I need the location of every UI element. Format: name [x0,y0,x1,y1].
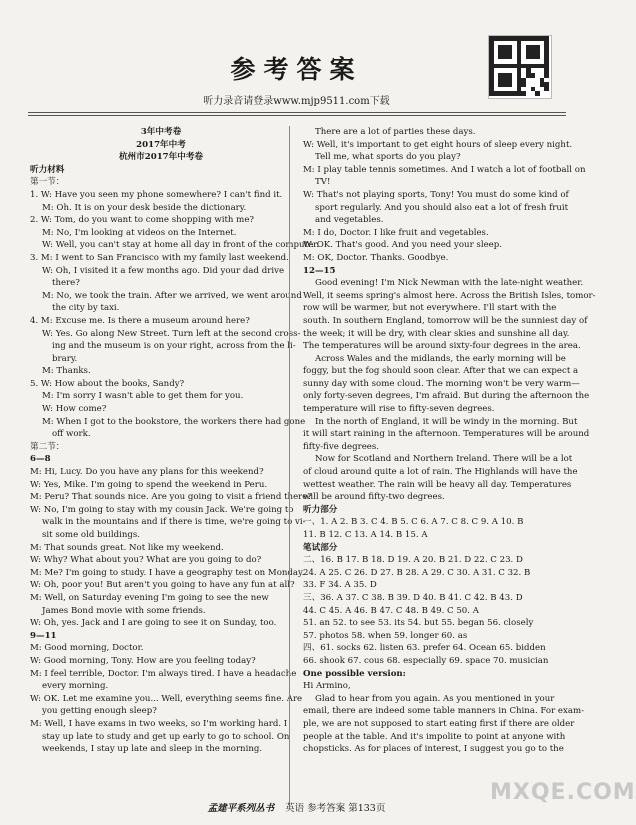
text-line: south. In southern England, tomorrow will be the sunniest day of [303,315,588,326]
text-line: 听力部分 [303,504,338,515]
text-line: M: Peru? That sounds nice. Are you going to visit a friend there? [30,492,312,503]
text-line: 四、61. socks 62. listen 63. prefer 64. Ocean 65. bidden [303,643,546,654]
text-line: M: No, I'm looking at videos on the Internet. [42,227,237,238]
text-line: there? [52,278,80,289]
text-line: 24. A 25. C 26. D 27. B 28. A 29. C 30. A 31. C 32. B [303,567,531,578]
text-line: M: I play table tennis sometimes. And I watch a lot of football on [303,164,586,175]
text-line: James Bond movie with some friends. [42,605,206,616]
text-line: One possible version: [303,668,406,679]
text-line: people at the table. And it's impolite to point at anyone with [303,731,566,742]
text-line: will be around fifty-two degrees. [303,492,445,503]
text-line: 一、1. A 2. B 3. C 4. B 5. C 6. A 7. C 8. C 9. A 10. B [303,517,524,528]
column-divider [289,126,290,806]
text-line: you getting enough sleep? [42,706,157,717]
text-line: 51. an 52. to see 53. its 54. but 55. began 56. closely [303,618,534,629]
text-line: chopsticks. As for places of interest, I suggest you go to the [303,744,564,755]
text-line: 57. photos 58. when 59. longer 60. as [303,630,468,641]
text-line: M: Thanks. [42,366,91,377]
text-line: it will start raining in the afternoon. Temperatures will be around [303,429,590,440]
text-line: 66. shook 67. cous 68. especially 69. space 70. musician [303,655,549,666]
text-line: Good evening! I'm Nick Newman with the late-night weather. [315,278,584,289]
text-line: There are a lot of parties these days. [315,127,476,137]
text-line: M: Well, on Saturday evening I'm going to see the new [30,592,269,603]
text-line: off work. [52,429,91,440]
text-line: M: That sounds great. Not like my weekend. [30,542,224,553]
text-line: W: Yes. Go along New Street. Turn left at the second cross- [42,328,301,339]
text-line: sunny day with some cloud. The morning won't be very warm— [303,378,580,389]
text-line: W: Oh, poor you! But aren't you going to have any fun at all? [30,580,295,591]
text-line: every morning. [42,681,109,692]
text-line: ple, we are not supposed to start eating first if there are older [303,718,575,729]
text-line: 44. C 45. A 46. B 47. C 48. B 49. C 50. A [303,605,479,616]
header-rule-top [28,112,566,113]
text-line: sit some old buildings. [42,530,141,540]
text-line: 3年中考卷 [140,127,182,137]
text-line: Across Wales and the midlands, the early morning will be [315,353,566,364]
page-title: 参考答案 [230,55,363,84]
text-line: W: Well, you can't stay at home all day in front of the computer. [42,240,320,251]
text-line: 三、36. A 37. C 38. B 39. D 40. B 41. C 42. B 43. D [303,592,523,603]
text-line: walk in the mountains and if there is time, we're going to vi- [42,517,306,528]
text-line: 1. W: Have you seen my phone somewhere? I can't find it. [30,189,283,200]
right-column [303,126,596,756]
header-rule-bottom [28,115,566,116]
text-line: the city by taxi. [52,303,120,314]
text-line: and vegetables. [315,215,384,226]
text-line: M: I'm sorry I wasn't able to get them for you. [42,391,244,402]
text-line: W: Yes, Mike. I'm going to spend the weekend in Peru. [30,479,268,490]
text-line: 二、16. B 17. B 18. D 19. A 20. B 21. D 22. C 23. D [303,555,523,566]
text-line: 第一节： [30,177,65,188]
text-line: brary. [52,353,78,364]
text-line: 第二节： [30,441,65,452]
text-line: 3. M: I went to San Francisco with my family last weekend. [30,252,289,263]
text-line: M: Me? I'm going to study. I have a geography test on Monday. [30,567,305,578]
text-line: M: OK, Doctor. Thanks. Goodbye. [303,252,449,263]
text-line: email, there are indeed some table manners in China. For exam- [303,706,585,717]
text-line: TV! [315,177,331,188]
watermark: MXQE.COM [490,780,636,805]
text-line: M: Well, I have exams in two weeks, so I'm working hard. I [30,718,288,729]
text-line: 11. B 12. C 13. A 14. B 15. A [303,530,428,540]
text-line: stay up late to study and get up early to go to school. On [42,731,290,742]
download-note: 听力录音请登录www.mjp9511.com下载 [203,96,390,107]
text-line: W: Oh, I visited it a few months ago. Did your dad drive [42,265,285,276]
text-line: Glad to hear from you again. As you mentioned in your [315,693,555,704]
text-line: row will be warmer, but not everywhere. I'll start with the [303,303,557,314]
text-line: M: Oh. It is on your desk beside the dictionary. [42,202,247,213]
text-line: 6—8 [30,454,51,465]
text-line: only forty-seven degrees, I'm afraid. But during the afternoon the [303,391,590,402]
text-line: W: That's not playing sports, Tony! You must do some kind of [303,189,569,200]
text-line: 2. W: Tom, do you want to come shopping with me? [30,215,255,226]
text-line: sport regularly. And you should also eat a lot of fresh fruit [315,202,569,213]
text-line: 2017年中考 [136,139,186,150]
text-line: W: Well, it's important to get eight hours of sleep every night. [303,139,573,150]
text-line: Tell me, what sports do you play? [315,152,461,163]
text-line: In the north of England, it will be windy in the morning. But [315,416,578,427]
text-line: M: I do, Doctor. I like fruit and vegetables. [303,227,489,238]
text-line: W: How come? [42,404,107,415]
text-line: M: I feel terrible, Doctor. I'm always tired. I have a headache [30,668,297,679]
text-line: temperature will rise to fifty-seven degrees. [303,404,495,415]
text-line: of cloud around quite a lot of rain. The Highlands will have the [303,467,578,478]
text-line: ing and the museum is on your right, across from the li- [52,341,296,352]
text-line: Hi Armino, [303,681,351,692]
text-line: weekends, I stay up late and sleep in the morning. [42,744,263,755]
text-line: fifty-five degrees. [303,441,380,452]
text-line: W: Why? What about you? What are you going to do? [30,555,262,566]
text-line: 33. F 34. A 35. D [303,580,377,591]
text-line: the week; it will be dry, with clear skies and sunshine all day. [303,328,570,339]
text-line: 9—11 [30,630,57,641]
text-line: W: Oh, yes. Jack and I are going to see it on Sunday, too. [30,618,277,629]
text-line: Well, it seems spring's almost here. Across the British Isles, tomor- [303,290,596,301]
text-line: W: Good morning, Tony. How are you feeling today? [30,655,256,666]
text-line: 4. M: Excuse me. Is there a museum around here? [30,315,250,326]
text-line: Now for Scotland and Northern Ireland. There will be a lot [315,454,573,465]
text-line: W: OK. That's good. And you need your sleep. [303,240,502,251]
text-line: 12—15 [303,265,336,276]
text-line: foggy, but the fog should soon clear. After that we can expect a [303,366,579,377]
text-line: 听力材料 [30,164,65,175]
text-line: M: No, we took the train. After we arrived, we went around [42,290,302,301]
text-line: W: No, I'm going to stay with my cousin Jack. We're going to [30,504,294,515]
text-line: M: When I got to the bookstore, the workers there had gone [42,416,306,427]
text-line: W: OK. Let me examine you... Well, everything seems fine. Are [30,693,303,704]
footer-page-info: 英语 参考答案 第133页 [285,803,386,814]
text-line: The temperatures will be around sixty-four degrees in the area. [303,341,581,352]
footer-brand: 孟建平系列丛书 [207,803,275,814]
text-line: 5. W: How about the books, Sandy? [30,378,185,389]
text-line: M: Good morning, Doctor. [30,643,144,654]
text-line: M: Hi, Lucy. Do you have any plans for this weekend? [30,467,264,478]
text-line: 笔试部分 [303,542,338,553]
text-line: 杭州市2017年中考卷 [118,152,204,163]
text-line: wettest weather. The rain will be heavy all day. Temperatures [303,479,572,490]
